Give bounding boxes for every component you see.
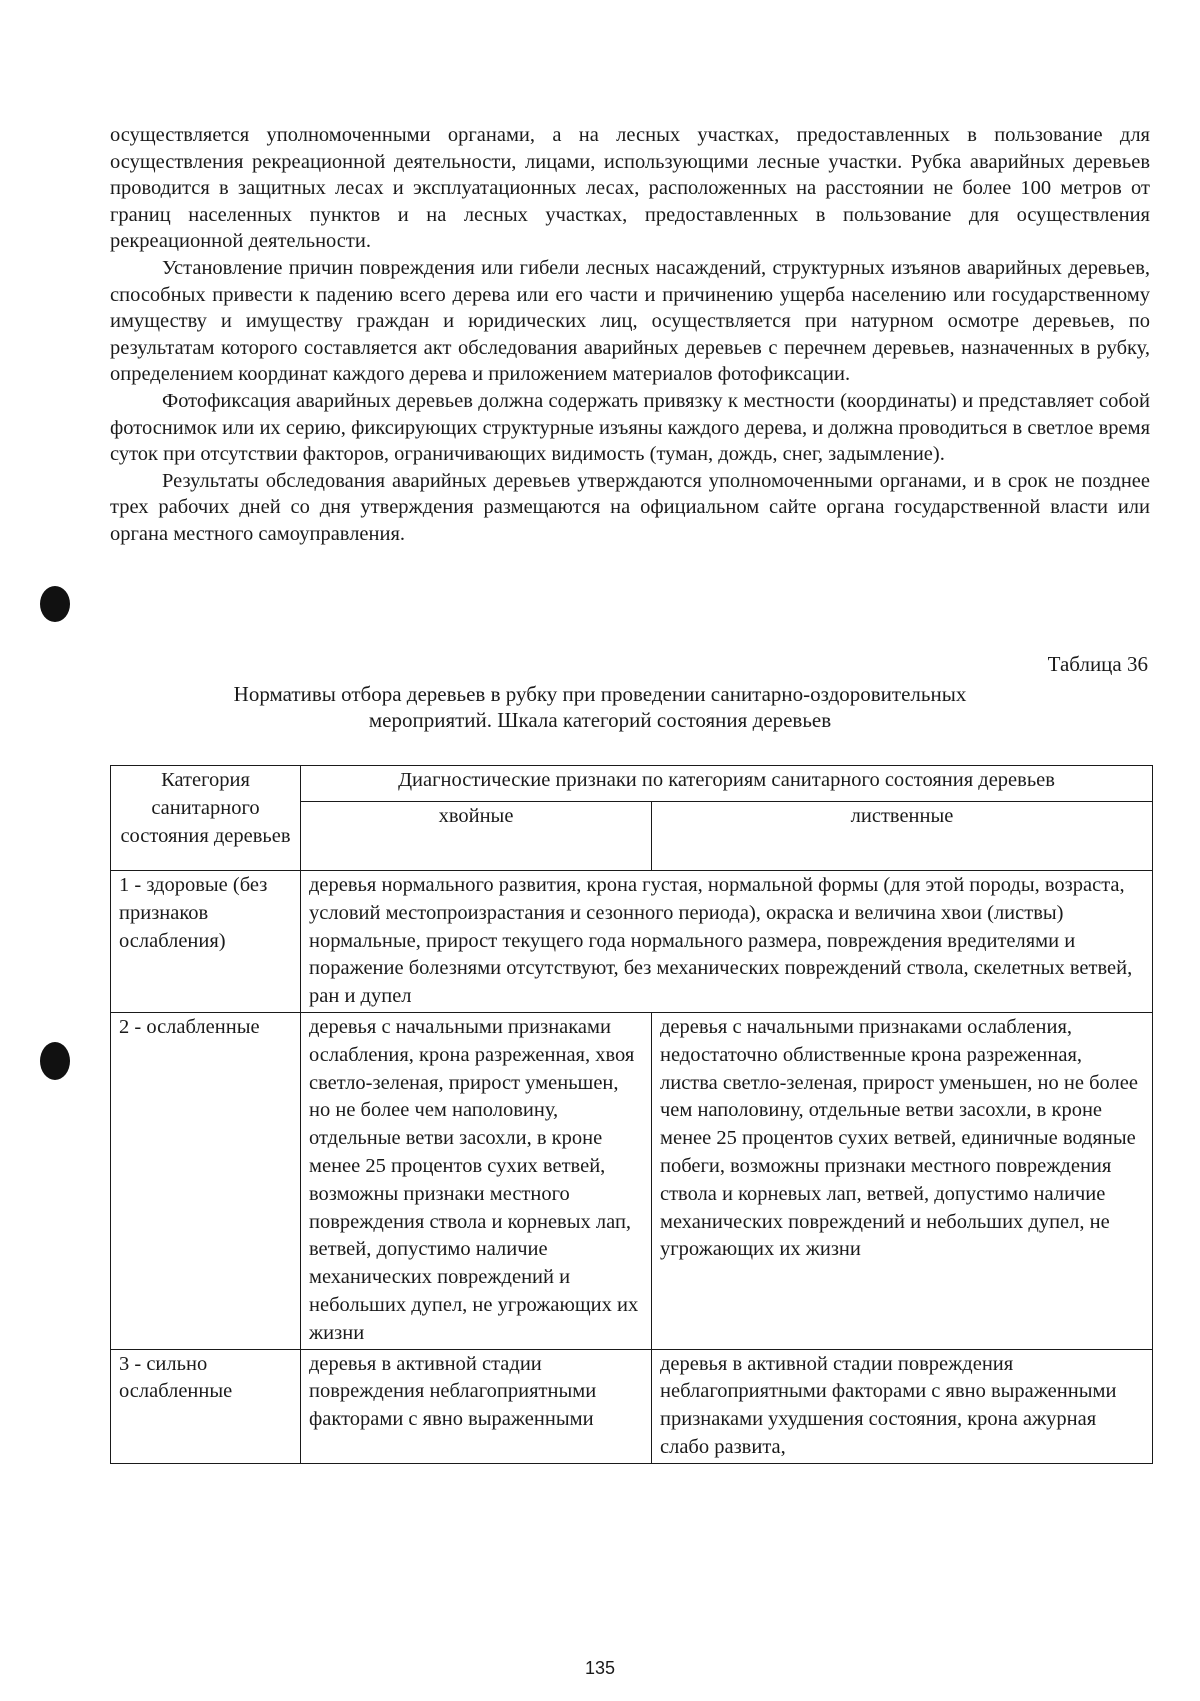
cell-deciduous: деревья в активной стадии повреждения неблагоприятными факторами с явно выраженными признаками ухудшения состояния, крона ажурная слабо развита, (652, 1349, 1153, 1463)
table-number: Таблица 36 (1047, 652, 1148, 676)
cell-category: 1 - здоровые (без признаков ослабления) (111, 871, 301, 1013)
paragraph: осуществляется уполномоченными органами, а на лесных участках, предоставленных в пользование для осуществления рекреационной деятельности, лицами, использующими лесные участки. Рубка аварийных деревьев проводится в защитных лесах и эксплуатационных лесах, расположенных на расстоянии не более 100 метров от границ населенных пунктов и на лесных участках, предоставленных в пользование для осуществления рекреационной деятельности. (110, 124, 1150, 253)
hole-punch-mark (40, 586, 70, 622)
cell-coniferous: деревья в активной стадии повреждения неблагоприятными факторами с явно выраженными (301, 1349, 652, 1463)
cell-category: 2 - ослабленные (111, 1012, 301, 1349)
body-text (110, 122, 1150, 548)
header-diagnostic: Диагностические признаки по категориям санитарного состояния деревьев (301, 766, 1153, 802)
header-deciduous: лиственные (652, 802, 1153, 871)
cell-category: 3 - сильно ослабленные (111, 1349, 301, 1463)
cell-deciduous: деревья с начальными признаками ослабления, недостаточно облиственные крона разреженная, листва светло-зеленая, прирост уменьшен, но не более чем наполовину, отдельные ветви засохли, в кроне менее 25 процентов сухих ветвей, единичные водяные побеги, возможны признаки местного повреждения ствола и корневых лап, ветвей, допустимо наличие механических повреждений и небольших дупел, не угрожающих их жизни (652, 1012, 1153, 1349)
table-row (111, 1349, 1153, 1463)
paragraph: Результаты обследования аварийных деревьев утверждаются уполномоченными органами, и в срок не позднее трех рабочих дней со дня утверждения размещаются на официальном сайте органа государственной власти или органа местного самоуправления. (110, 469, 1150, 545)
paragraph: Фотофиксация аварийных деревьев должна содержать привязку к местности (координаты) и представляет собой фотоснимок или их серию, фиксирующих структурные изъяны каждого дерева, и должна проводиться в светлое время суток при отсутствии факторов, ограничивающих видимость (туман, дождь, снег, задымление). (110, 389, 1150, 466)
sanitary-category-table (110, 765, 1153, 1464)
table-row (111, 871, 1153, 1013)
header-category: Категория санитарного состояния деревьев (111, 766, 301, 871)
page-number: 135 (584, 1658, 616, 1678)
table-row (111, 1012, 1153, 1349)
cell-combined: деревья нормального развития, крона густая, нормальной формы (для этой породы, возраста, условий местопроизрастания и сезонного периода), окраска и величина хвои (листвы) нормальные, прирост текущего года нормального размера, повреждения вредителями и поражение болезнями отсутствуют, без механических повреждений ствола, скелетных ветвей, ран и дупел (301, 871, 1153, 1013)
table-title: Нормативы отбора деревьев в рубку при проведении санитарно-оздоровительных мероприятий. Шкала категорий состояния деревьев (233, 682, 967, 732)
paragraph: Установление причин повреждения или гибели лесных насаждений, структурных изъянов аварийных деревьев, способных привести к падению всего дерева или его части и причинению ущерба населению или государственному имуществу и имуществу граждан и юридических лиц, осуществляется при натурном осмотре деревьев, по результатам которого составляется акт обследования аварийных деревьев с перечнем деревьев, назначенных в рубку, определением координат каждого дерева и приложением материалов фотофиксации. (110, 256, 1150, 386)
hole-punch-mark (40, 1042, 70, 1080)
table-header-row (111, 766, 1153, 802)
header-coniferous: хвойные (301, 802, 652, 871)
cell-coniferous: деревья с начальными признаками ослабления, крона разреженная, хвоя светло-зеленая, прирост уменьшен, но не более чем наполовину, отдельные ветви засохли, в кроне менее 25 процентов сухих ветвей, возможны признаки местного повреждения ствола и корневых лап, ветвей, допустимо наличие механических повреждений и небольших дупел, не угрожающих их жизни (301, 1012, 652, 1349)
